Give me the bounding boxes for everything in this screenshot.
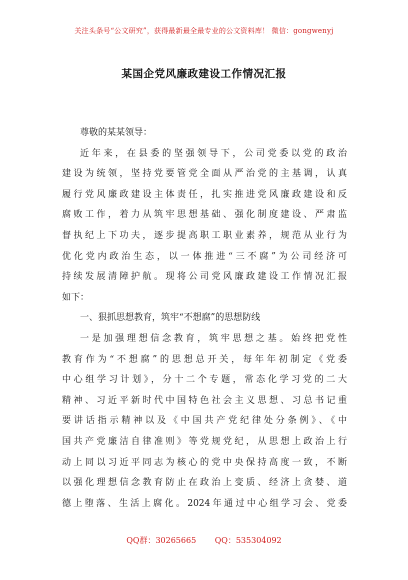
footer-qq-group: QQ群：30265665 [126,536,197,545]
body-line: 如下： [62,292,90,303]
body-line: 建设为统领，坚持党要管党全面从严治党的主基调，认真 [62,169,347,180]
document-title: 某国企党风廉政建设工作情况汇报 [121,68,287,80]
document-body [62,123,347,514]
body-line: 精神、习近平新时代中国特色社会主义思想、习总书记重 [62,395,347,406]
footer-contact [0,535,408,546]
body-line: 以强化理想信念教育防止在政治上变质、经济上贪婪、道 [62,478,347,489]
body-line: 督执纪上下功夫，逐步提高职工职业素养，规范从业行为 [62,230,347,241]
body-line: 一是加强理想信念教育，筑牢思想之基。始终把党性 [80,333,347,344]
body-line: 优化党内政治生态，以一体推进“三不腐”为公司经济可 [62,251,347,262]
body-line: 要讲话指示精神以及《中国共产党纪律处分条例》、《中 [62,416,347,427]
body-line: 国共产党廉洁自律准则》等党规党纪，从思想上政治上行 [62,436,347,447]
section-heading: 一、狠抓思想教育，筑牢“不想腐”的思想防线 [80,313,261,324]
footer-qq-number: QQ：535304092 [214,536,282,545]
body-line: 中心组学习计划》，分十二个专题，常态化学习党的二大 [62,375,347,386]
body-line: 德上堕落、生活上腐化。2024年通过中心组学习会、党委 [62,498,347,509]
header-promo-text: 关注头条号“公文研究”，获得最新最全最专业的公文资料库！ 微信：gongwenyj [74,27,334,35]
body-line: 履行党风廉政建设主体责任，扎实推进党风廉政建设和反 [62,189,347,200]
body-line: 持续发展清障护航。现将公司党风廉政建设工作情况汇报 [62,272,347,283]
body-line: 近年来，在县委的坚强领导下，公司党委以党的政治 [80,148,347,159]
body-line: 动上同以习近平同志为核心的党中央保持高度一致，不断 [62,457,347,468]
salutation-line: 尊敬的某某领导： [80,128,153,138]
body-line: 教育作为“不想腐”的思想总开关，每年年初制定《党委 [62,354,347,365]
body-line: 腐败工作，着力从筑牢思想基础、强化制度建设、严肃监 [62,210,347,221]
